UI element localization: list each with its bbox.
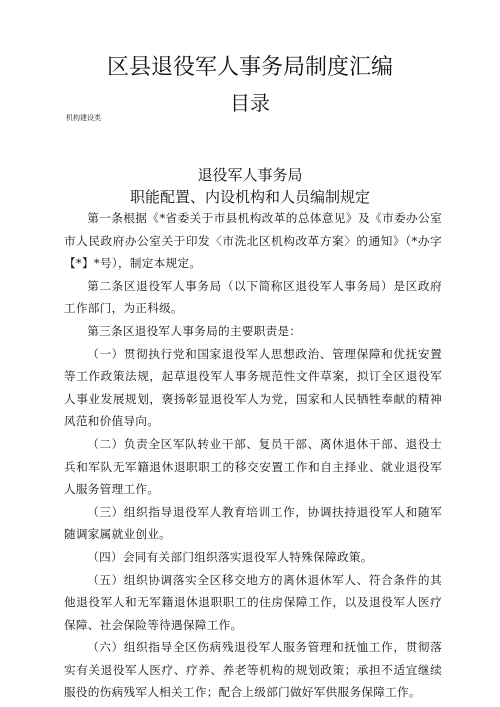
paragraph: （三）组织指导退役军人教育培训工作，协调扶持退役军人和随军随调家属就业创业。: [64, 504, 442, 542]
section-title-line1: 退役军人事务局: [197, 166, 303, 184]
paragraph: （五）组织协调落实全区移交地方的离休退休军人、符合条件的其他退役军人和无军籍退休退职职工的住房保障工作，以及退役军人医疗保障、社会保险等待遇保障工作。: [64, 572, 442, 632]
paragraph: 第三条区退役军人事务局的主要职责是：: [87, 323, 302, 338]
section-title-line2: 职能配置、内设机构和人员编制规定: [129, 188, 370, 206]
paragraph: （四）会同有关部门组织落实退役军人特殊保障政策。: [87, 549, 373, 564]
paragraph: （二）负责全区军队转业干部、复员干部、离休退休干部、退役士兵和军队无军籍退休退职职工的移交安置工作和自主择业、就业退役军人服务管理工作。: [64, 436, 442, 497]
paragraph: （一）贯彻执行党和国家退役军人思想政治、管理保障和优抚安置等工作政策法规，起草退役军人事务规范性文件草案，拟订全区退役军人事业发展规划，褒扬彰显退役军人为党，国家和人民牺牲奉献的精神风范和价值导向。: [64, 346, 442, 429]
toc-entry: 机构建设类: [66, 114, 101, 122]
paragraph: 第二条区退役军人事务局（以下简称区退役军人事务局）是区政府工作部门，为正科级。: [64, 278, 442, 316]
paragraph: （六）组织指导全区伤病残退役军人服务管理和抚恤工作，贯彻落实有关退役军人医疗、疗养、养老等机构的规划政策；承担不适宜继续服役的伤病残军人相关工作；配合上级部门做好军供服务保障工作。: [64, 640, 442, 700]
toc-heading: 目录: [230, 91, 270, 115]
document-title: 区县退役军人事务局制度汇编: [106, 55, 393, 80]
paragraph: 第一条根据《*省委关于市县机构改革的总体意见》及《市委办公室市人民政府办公室关于印发〈市洗北区机构改革方案〉的通知》（*办字【*】*号），制定本规定。: [64, 211, 442, 271]
section-body: [64, 207, 442, 704]
